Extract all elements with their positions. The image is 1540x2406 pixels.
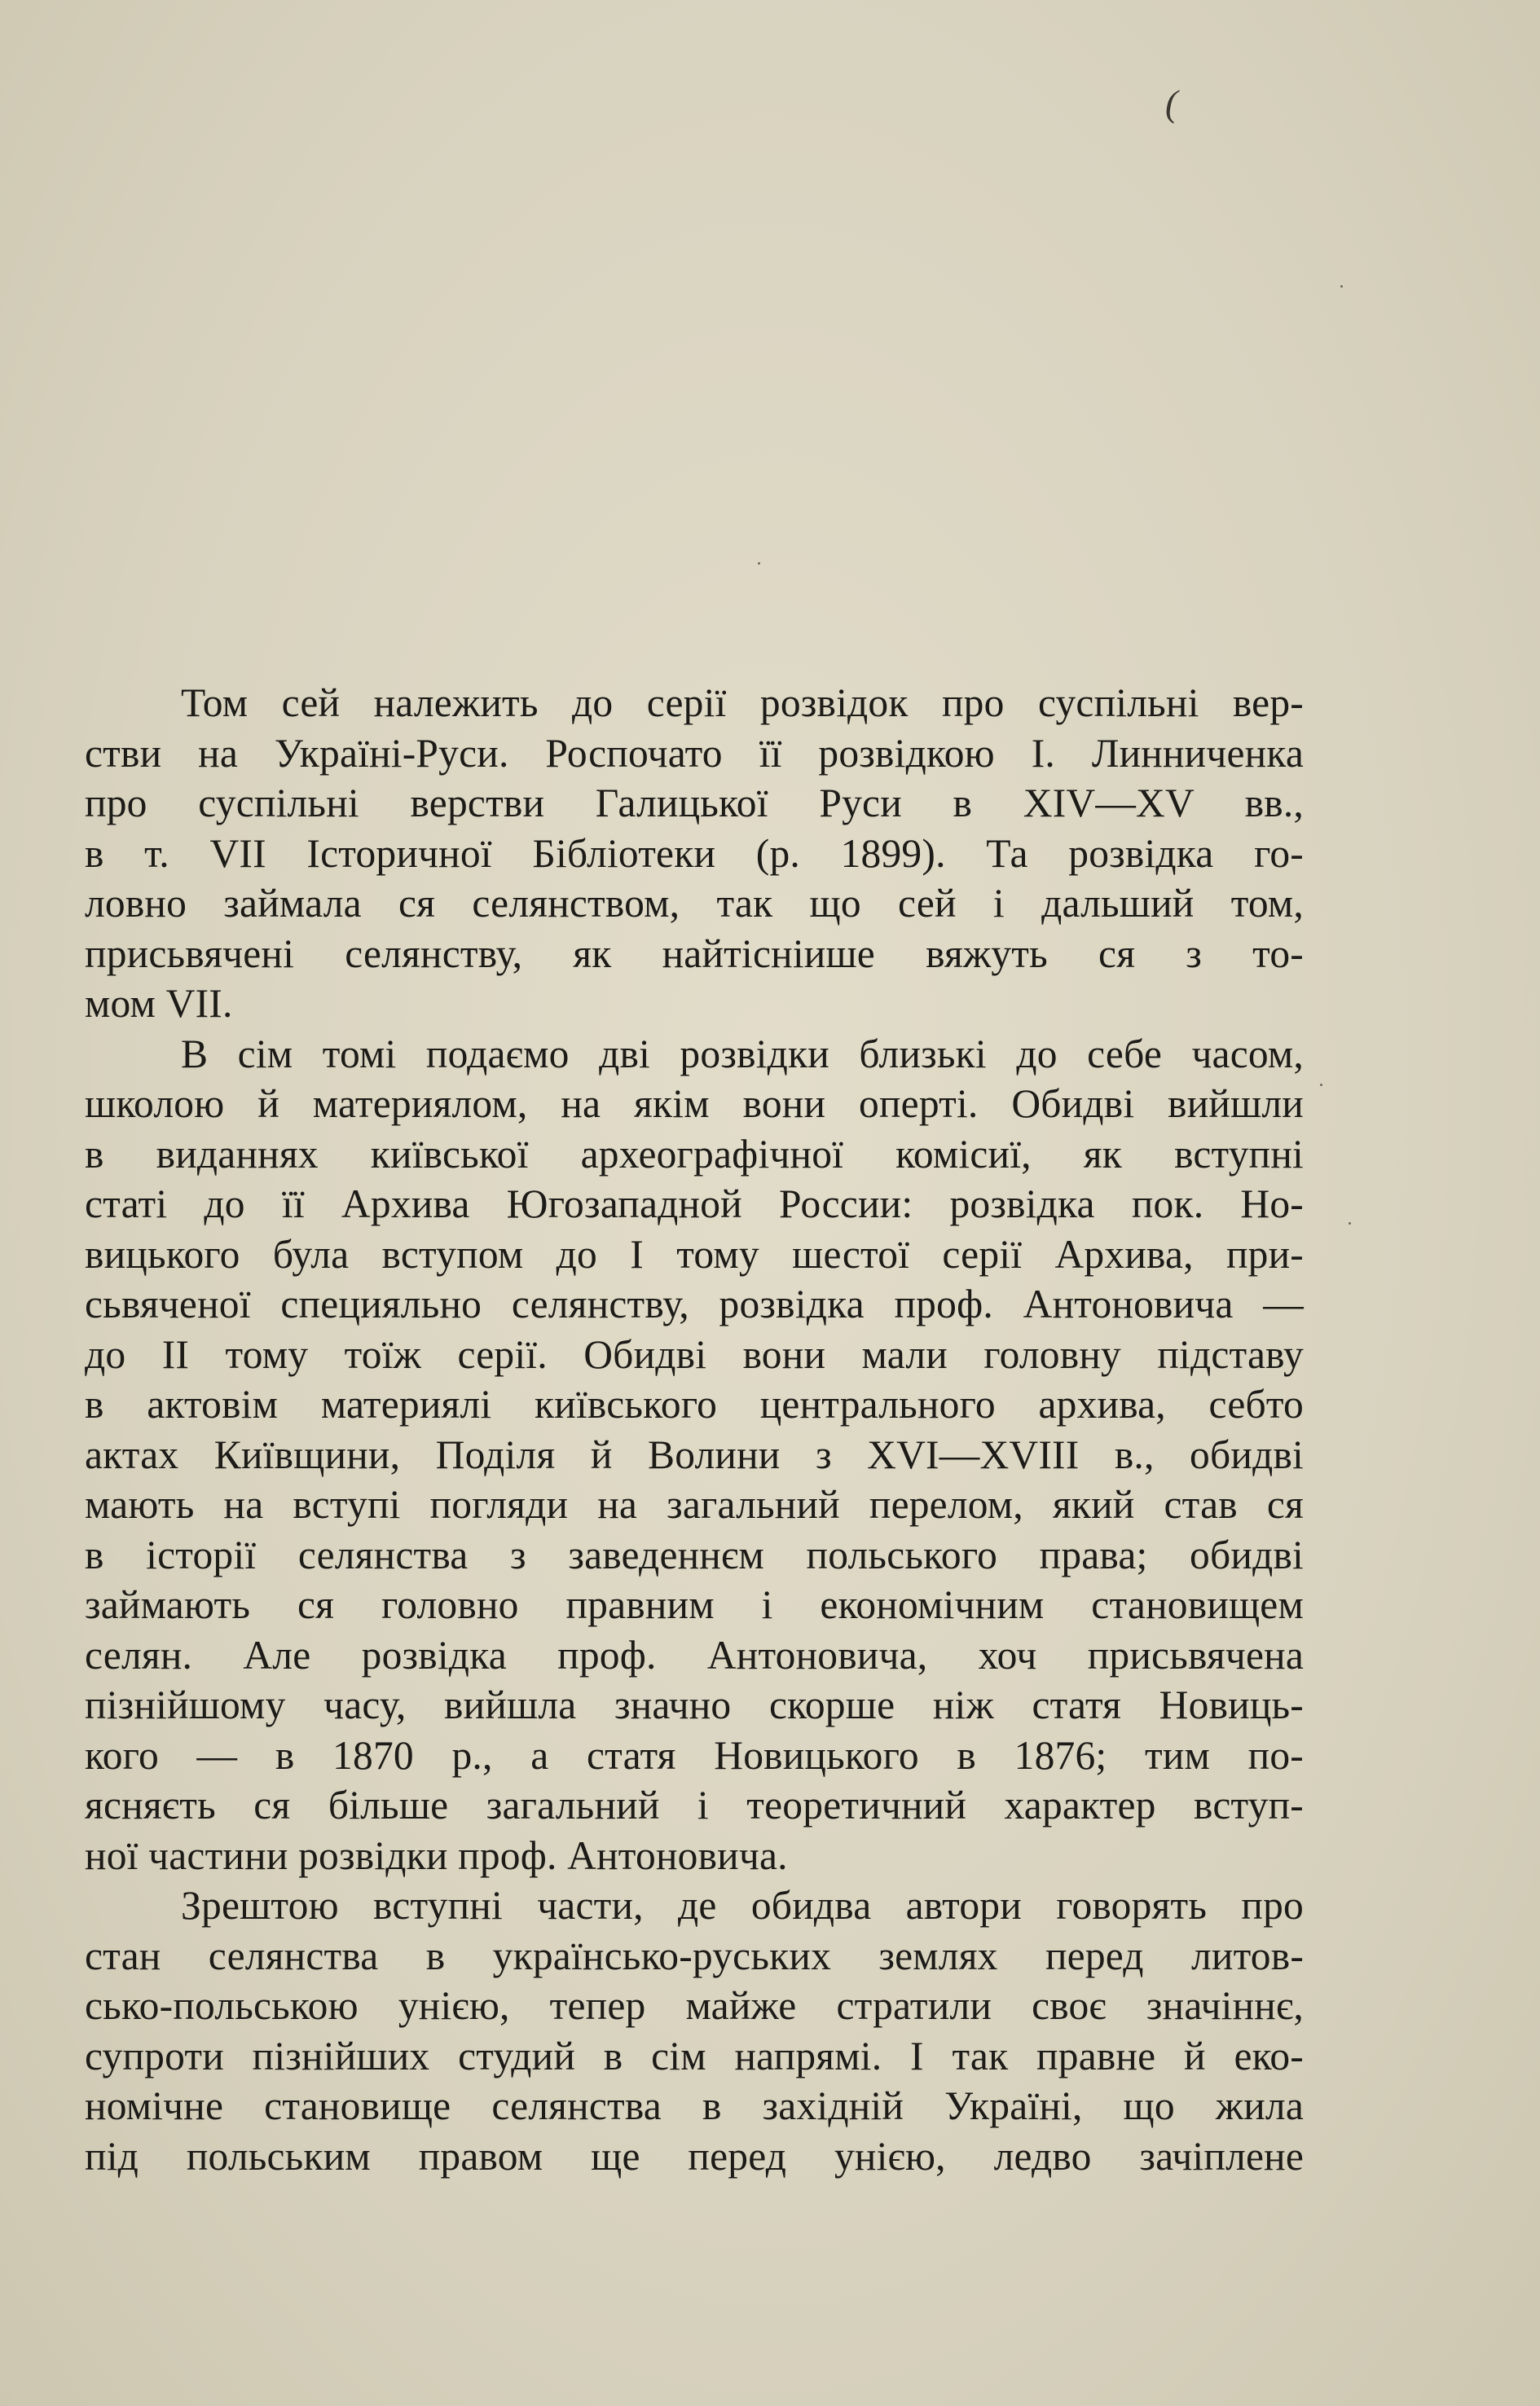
text-line: стви на Україні-Руси. Роспочато її розвідкою І. Линниченка — [85, 730, 1304, 776]
paper-speck — [1320, 1084, 1322, 1086]
text-line: в т. VII Історичної Бібліотеки (р. 1899). Та розвідка го- — [85, 830, 1304, 876]
paper-speck — [1349, 1222, 1351, 1225]
paragraph-1 — [85, 678, 1304, 1029]
paper-speck — [758, 562, 760, 565]
body-text — [85, 678, 1304, 2181]
text-line: в історії селянства з заведеннєм польського права; обидві — [85, 1532, 1304, 1577]
text-line: мають на вступі погляди на загальний перелом, який став ся — [85, 1482, 1304, 1527]
text-line: стан селянства в українсько-руських землях перед литов- — [85, 1933, 1304, 1978]
text-line: в виданнях київської археографічної комісиї, як вступні — [85, 1131, 1304, 1177]
page-mark: ( — [1165, 82, 1178, 124]
text-line: ловно займала ся селянством, так що сей і дальший том, — [85, 881, 1304, 926]
text-line: присьвячені селянству, як найтісніише вяжуть ся з то- — [85, 930, 1304, 976]
text-line: В сім томі подаємо дві розвідки близькі до себе часом, — [181, 1031, 1304, 1076]
text-line: Том сей належить до серії розвідок про суспільні вер- — [181, 680, 1304, 725]
text-line: про суспільні верстви Галицької Руси в XIV—XV вв., — [85, 781, 1304, 825]
paragraph-3 — [85, 1880, 1304, 2181]
text-line: під польським правом ще перед унією, ледво зачіплене — [85, 2133, 1304, 2179]
text-line: школою й материялом, на якім вони оперті. Обидві вийшли — [85, 1081, 1304, 1126]
text-line: сько-польською унією, тепер майже стратили своє значіннє, — [85, 1983, 1304, 2028]
paragraph-2 — [85, 1029, 1304, 1881]
text-line: в актовім материялі київського центрального архива, себто — [85, 1382, 1304, 1427]
text-line: номічне становище селянства в західній Україні, що жила — [85, 2083, 1304, 2128]
text-line: ної частини розвідки проф. Антоновича. — [85, 1832, 788, 1878]
text-line: пізнійшому часу, вийшла значно скорше ніж статя Новиць- — [85, 1682, 1304, 1727]
text-line: селян. Але розвідка проф. Антоновича, хоч присьвячена — [85, 1632, 1304, 1678]
text-line: статі до її Архива Югозападной России: розвідка пок. Но- — [85, 1181, 1304, 1226]
paper-speck — [1340, 285, 1343, 288]
text-line: супроти пізнійших студий в сім напрямі. І так правне й еко- — [85, 2033, 1304, 2078]
text-line: займають ся головно правним і економічним становищем — [85, 1582, 1304, 1627]
text-line: актах Київщини, Поділя й Волини з XVI—XVIII в., обидві — [85, 1432, 1304, 1477]
text-line: вицького була вступом до І тому шестої серії Архива, при- — [85, 1231, 1304, 1277]
text-line: до II тому тоїж серії. Обидві вони мали головну підставу — [85, 1331, 1304, 1377]
text-line: ясняєть ся більше загальний і теоретичний характер вступ- — [85, 1783, 1304, 1828]
text-line: сьвяченої специяльно селянству, розвідка проф. Антоновича — — [85, 1282, 1304, 1326]
text-line: Зрештою вступні части, де обидва автори говорять про — [181, 1883, 1304, 1928]
text-line: кого — в 1870 р., а статя Новицького в 1876; тим по- — [85, 1732, 1304, 1778]
text-line: мом VII. — [85, 981, 233, 1026]
